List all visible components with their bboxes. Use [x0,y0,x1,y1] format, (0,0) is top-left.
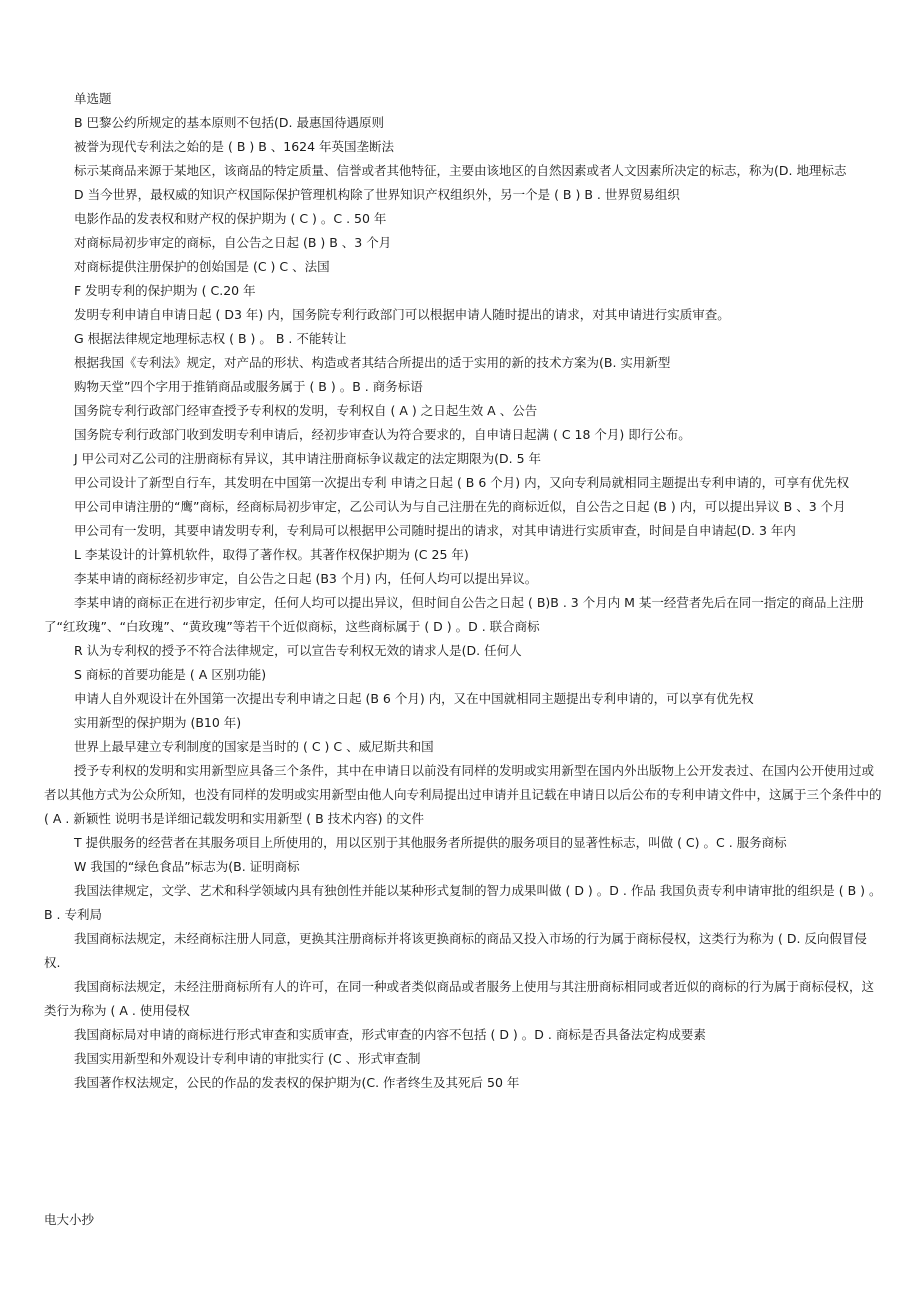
question-item: 我国商标法规定，未经商标注册人同意，更换其注册商标并将该更换商标的商品又投入市场的行为属于商标侵权，这类行为称为 ( D. 反向假冒侵权. [44,931,867,970]
question-item: 我国商标法规定，未经注册商标所有人的许可，在同一种或者类似商品或者服务上使用与其注册商标相同或者近似的商标的行为属于商标侵权，这类行为称为 ( A . 使用侵权 [44,979,875,1018]
question-item: 购物天堂”四个字用于推销商品或服务属于 ( B ) 。B . 商务标语 [74,379,423,394]
question-item: D 当今世界，最权威的知识产权国际保护管理机构除了世界知识产权组织外，另一个是 ( B ) B . 世界贸易组织 [74,187,680,202]
question-item: 电影作品的发表权和财产权的保护期为 ( C ) 。C . 50 年 [74,211,387,226]
question-item: 我国著作权法规定，公民的作品的发表权的保护期为(C. 作者终生及其死后 50 年 [74,1075,520,1090]
question-item: 标示某商品来源于某地区，该商品的特定质量、信誉或者其他特征，主要由该地区的自然因素或者人文因素所决定的标志，称为(D. 地理标志 [74,163,847,178]
question-item: 授予专利权的发明和实用新型应具备三个条件，其中在申请日以前没有同样的发明或实用新型在国内外出版物上公开发表过、在国内公开使用过或者以其他方式为公众所知，也没有同样的发明或实用新型由他人向专利局提出过申请并且记载在申请日以后公布的专利申请文件中，这属于三个条件中的 ( A . 新颖性 说明书是详细记载发明和实用新型 ( B 技术内容) 的文件 [44,763,882,826]
question-item: 李某申请的商标正在进行初步审定，任何人均可以提出异议，但时间自公告之日起 ( B)B . 3 个月内 M 某一经营者先后在同一指定的商品上注册了“红玫瑰”、“白玫瑰”、“黄玫瑰”等若干个近似商标，这些商标属于 ( D ) 。D . 联合商标 [44,595,864,634]
question-item: 甲公司申请注册的“鹰”商标，经商标局初步审定，乙公司认为与自己注册在先的商标近似，自公告之日起 (B ) 内，可以提出异议 B 、3 个月 [74,499,846,514]
question-item: 我国法律规定，文学、艺术和科学领域内具有独创性并能以某种形式复制的智力成果叫做 ( D ) 。D . 作品 我国负责专利申请审批的组织是 ( B ) 。B . 专利局 [44,883,882,922]
question-item: R 认为专利权的授予不符合法律规定，可以宣告专利权无效的请求人是(D. 任何人 [74,643,522,658]
question-item: 甲公司有一发明，其要申请发明专利，专利局可以根据甲公司随时提出的请求，对其申请进行实质审查，时间是自申请起(D. 3 年内 [74,523,796,538]
question-item: G 根据法律规定地理标志权 ( B ) 。 B . 不能转让 [74,331,347,346]
question-item: 对商标提供注册保护的创始国是 (C ) C 、法国 [74,259,330,274]
question-item: 根据我国《专利法》规定，对产品的形状、构造或者其结合所提出的适于实用的新的技术方案为(B. 实用新型 [74,355,671,370]
question-item: T 提供服务的经营者在其服务项目上所使用的，用以区别于其他服务者所提供的服务项目的显著性标志，叫做 ( C) 。C . 服务商标 [74,835,787,850]
question-item: W 我国的“绿色食品”标志为(B. 证明商标 [74,859,300,874]
question-item: 世界上最早建立专利制度的国家是当时的 ( C ) C 、威尼斯共和国 [74,739,434,754]
question-item: 对商标局初步审定的商标，自公告之日起 (B ) B 、3 个月 [74,235,392,250]
question-item: J 甲公司对乙公司的注册商标有异议，其申请注册商标争议裁定的法定期限为(D. 5 年 [74,451,542,466]
question-item: 我国实用新型和外观设计专利申请的审批实行 (C 、形式审查制 [74,1051,421,1066]
question-item: 申请人自外观设计在外国第一次提出专利申请之日起 (B 6 个月) 内，又在中国就相同主题提出专利申请的，可以享有优先权 [74,691,754,706]
question-item: 发明专利申请自申请日起 ( D3 年) 内，国务院专利行政部门可以根据申请人随时提出的请求，对其申请进行实质审查。 [74,307,730,322]
section-heading: 单选题 [74,91,112,106]
question-item: L 李某设计的计算机软件，取得了著作权。其著作权保护期为 (C 25 年) [74,547,469,562]
footer-note: 电大小抄 [44,1212,95,1227]
question-item: 我国商标局对申请的商标进行形式审查和实质审查，形式审查的内容不包括 ( D ) 。D . 商标是否具备法定构成要素 [74,1027,706,1042]
question-item: S 商标的首要功能是 ( A 区别功能) [74,667,267,682]
question-item: 国务院专利行政部门经审查授予专利权的发明，专利权自 ( A ) 之日起生效 A 、公告 [74,403,538,418]
question-item: 实用新型的保护期为 (B10 年) [74,715,242,730]
question-item: 甲公司设计了新型自行车，其发明在中国第一次提出专利 申请之日起 ( B 6 个月) 内，又向专利局就相同主题提出专利申请的，可享有优先权 [74,475,850,490]
question-item: 被誉为现代专利法之始的是 ( B ) B 、1624 年英国垄断法 [74,139,395,154]
question-item: 李某申请的商标经初步审定，自公告之日起 (B3 个月) 内，任何人均可以提出异议。 [74,571,538,586]
question-item: 国务院专利行政部门收到发明专利申请后，经初步审查认为符合要求的，自申请日起满 ( C 18 个月) 即行公布。 [74,427,691,442]
question-item: B 巴黎公约所规定的基本原则不包括(D. 最惠国待遇原则 [74,115,384,130]
question-item: F 发明专利的保护期为 ( C.20 年 [74,283,256,298]
question-list [44,87,882,1095]
